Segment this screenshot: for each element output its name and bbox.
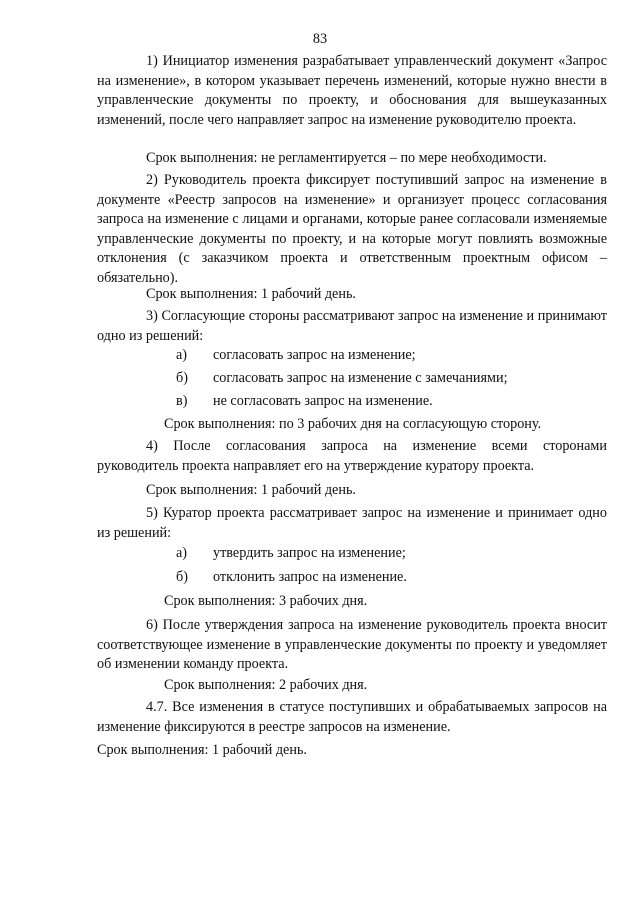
page-number: 83 — [312, 31, 328, 47]
option-marker: б) — [176, 569, 188, 585]
step-2-paragraph: 2) Руководитель проекта фиксирует поступивший запрос на изменение в документе «Реестр запросов на изменение» и организует процесс согласования запроса на изменение с лицами и органами, которые ранее согласовали изменяемые управленческие документы по проекту, и на которые могут повлиять возможные отклонения (с заказчиком проекта и ответственным проектным офисом – обязательно). — [97, 172, 607, 286]
step-3-deadline: Срок выполнения: по 3 рабочих дня на согласующую сторону. — [164, 416, 542, 432]
step-1-paragraph: 1) Инициатор изменения разрабатывает управленческий документ «Запрос на изменение», в котором указывает перечень изменений, которые нужно внести в управленческие документы по проекту, и обоснования для вышеуказанных изменений, после чего направляет запрос на изменение руководителю проекта. — [97, 53, 607, 128]
step-4-paragraph: 4) После согласования запроса на изменение всеми сторонами руководитель проекта направляет его на утверждение куратору проекта. — [97, 438, 607, 474]
option-marker: б) — [176, 370, 188, 386]
step-1-deadline: Срок выполнения: не регламентируется – по мере необходимости. — [146, 150, 547, 166]
step-5-paragraph: 5) Куратор проекта рассматривает запрос на изменение и принимает одно из решений: — [97, 505, 607, 541]
option-text: утвердить запрос на изменение; — [213, 545, 406, 561]
step-3-paragraph: 3) Согласующие стороны рассматривают запрос на изменение и принимают одно из решений: — [97, 308, 607, 344]
option-text: не согласовать запрос на изменение. — [213, 393, 433, 409]
option-text: отклонить запрос на изменение. — [213, 569, 407, 585]
option-text: согласовать запрос на изменение с замечаниями; — [213, 370, 508, 386]
option-text: согласовать запрос на изменение; — [213, 347, 416, 363]
option-marker: а) — [176, 347, 188, 363]
step-6-deadline: Срок выполнения: 2 рабочих дня. — [164, 677, 368, 693]
step-4-deadline: Срок выполнения: 1 рабочий день. — [146, 482, 356, 498]
step-6-paragraph: 6) После утверждения запроса на изменение руководитель проекта вносит соответствующее изменение в управленческие документы по проекту и уведомляет об изменении команду проекта. — [97, 617, 607, 672]
step-2-deadline: Срок выполнения: 1 рабочий день. — [146, 286, 356, 302]
section-4-7-paragraph: 4.7. Все изменения в статусе поступивших и обрабатываемых запросов на изменение фиксируются в реестре запросов на изменение. — [97, 699, 607, 735]
option-marker: в) — [176, 393, 188, 409]
section-4-7-deadline: Срок выполнения: 1 рабочий день. — [97, 742, 307, 758]
option-marker: а) — [176, 545, 188, 561]
step-5-deadline: Срок выполнения: 3 рабочих дня. — [164, 593, 368, 609]
